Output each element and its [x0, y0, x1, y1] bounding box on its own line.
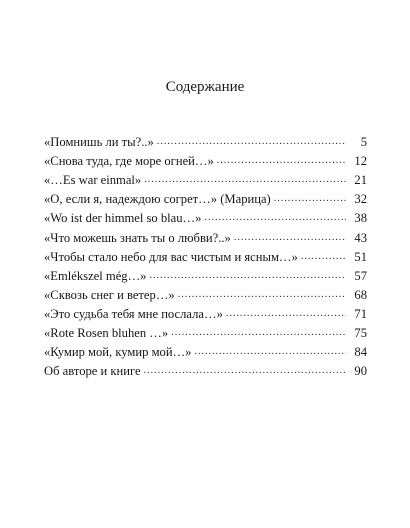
toc-leader-dots [194, 345, 346, 359]
toc-page-number: 32 [354, 192, 367, 207]
toc-entry [44, 340, 367, 359]
toc-leader-dots [144, 173, 346, 187]
toc-leader-dots [274, 192, 346, 206]
toc-entry-title: «…Es war einmal» [44, 173, 142, 188]
toc-page-number: 68 [354, 287, 367, 302]
toc-page-number: 12 [354, 154, 367, 169]
toc-page-number: 21 [354, 173, 367, 188]
toc-leader-dots [171, 326, 346, 340]
toc-entry [44, 245, 367, 264]
toc-entry [44, 130, 367, 149]
toc-list [44, 130, 367, 378]
toc-page-number: 38 [354, 211, 367, 226]
toc-entry [44, 225, 367, 244]
toc-page-number: 90 [354, 364, 367, 379]
toc-entry-title: «Что можешь знать ты о любви?..» [44, 230, 231, 245]
toc-leader-dots [149, 269, 346, 283]
toc-page-number: 71 [354, 306, 367, 321]
toc-entry [44, 359, 367, 378]
toc-leader-dots [217, 154, 346, 168]
toc-entry [44, 264, 367, 283]
toc-entry-title: «Emlékszel még…» [44, 268, 147, 283]
toc-entry-title: «Чтобы стало небо для вас чистым и ясным…» [44, 249, 298, 264]
toc-page-number: 57 [354, 268, 367, 283]
toc-page-number: 84 [354, 345, 367, 360]
toc-entry [44, 168, 367, 187]
toc-entry-title: «Сквозь снег и ветер…» [44, 287, 175, 302]
toc-page-number: 43 [354, 230, 367, 245]
toc-entry-title: Об авторе и книге [44, 364, 141, 379]
toc-entry-title: «Помнишь ли ты?..» [44, 135, 154, 150]
toc-leader-dots [204, 211, 346, 225]
toc-leader-dots [226, 307, 346, 321]
toc-entry-title: «Wo ist der himmel so blau…» [44, 211, 202, 226]
toc-entry-title: «Кумир мой, кумир мой…» [44, 345, 192, 360]
toc-page-number: 5 [360, 135, 367, 150]
toc-entry-title: «Снова туда, где море огней…» [44, 154, 214, 169]
toc-entry [44, 187, 367, 206]
toc-entry [44, 149, 367, 168]
toc-leader-dots [301, 250, 346, 264]
toc-entry-title: «О, если я, надеждою согрет…» (Марица) [44, 192, 271, 207]
toc-leader-dots [178, 288, 346, 302]
toc-entry [44, 302, 367, 321]
toc-entry-title: «Rote Rosen bluhen …» [44, 326, 169, 341]
toc-title: Содержание [165, 79, 245, 95]
toc-entry [44, 321, 367, 340]
toc-leader-dots [157, 135, 346, 149]
toc-page-number: 75 [354, 326, 367, 341]
toc-entry-title: «Это судьба тебя мне послала…» [44, 306, 223, 321]
toc-leader-dots [234, 231, 346, 245]
toc-leader-dots [144, 364, 346, 378]
toc-page-number: 51 [354, 249, 367, 264]
toc-entry [44, 283, 367, 302]
toc-entry [44, 206, 367, 225]
